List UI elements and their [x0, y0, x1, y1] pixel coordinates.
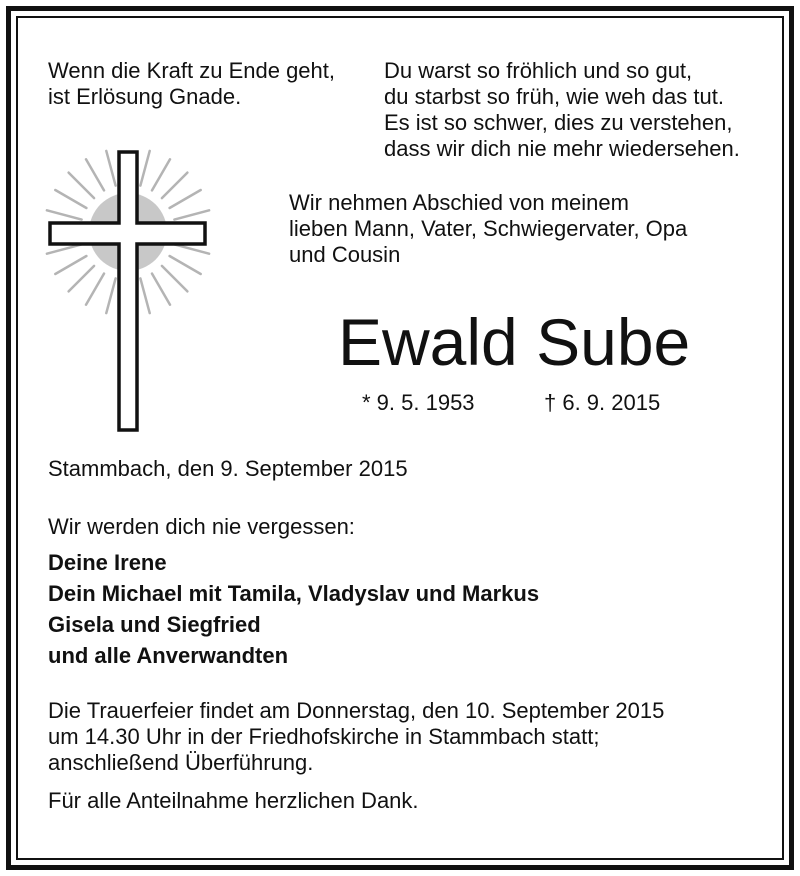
light-ray — [152, 159, 170, 190]
light-ray — [140, 278, 149, 313]
light-ray — [174, 210, 209, 219]
light-ray — [86, 274, 104, 305]
mourners-intro: Wir werden dich nie vergessen: — [48, 514, 355, 539]
service-line: Die Trauerfeier findet am Donnerstag, den 10. September 2015 — [48, 698, 665, 723]
light-ray — [47, 210, 82, 219]
place-and-date: Stammbach, den 9. September 2015 — [48, 456, 408, 481]
poem-right-line: dass wir dich nie mehr wiedersehen. — [384, 136, 740, 161]
birth-date: * 9. 5. 1953 — [362, 390, 475, 415]
service-line: um 14.30 Uhr in der Friedhofskirche in Stammbach statt; — [48, 724, 600, 749]
light-ray — [55, 190, 86, 208]
service-line: anschließend Überführung. — [48, 750, 314, 775]
cross-icon — [40, 140, 220, 445]
mourner-line: Dein Michael mit Tamila, Vladyslav und Markus — [48, 581, 540, 606]
poem-right — [384, 58, 740, 162]
cross-shape — [50, 152, 205, 430]
poem-left — [48, 58, 335, 110]
death-date: † 6. 9. 2015 — [544, 390, 661, 415]
light-ray — [162, 173, 188, 199]
light-ray — [152, 274, 170, 305]
light-ray — [106, 151, 115, 186]
cross-with-rays-icon — [40, 140, 220, 440]
farewell-intro-line: lieben Mann, Vater, Schwiegervater, Opa — [289, 216, 688, 241]
light-ray — [55, 256, 86, 274]
light-ray — [106, 278, 115, 313]
farewell-intro-line: und Cousin — [289, 242, 401, 267]
mourner-line: Deine Irene — [48, 550, 167, 575]
light-ray — [170, 190, 201, 208]
thanks-note: Für alle Anteilnahme herzlichen Dank. — [48, 788, 419, 813]
deceased-name: Ewald Sube — [338, 305, 691, 379]
light-ray — [47, 244, 82, 253]
light-ray — [69, 266, 95, 292]
farewell-intro-line: Wir nehmen Abschied von meinem — [289, 190, 629, 215]
light-ray — [86, 159, 104, 190]
mourner-line: Gisela und Siegfried — [48, 612, 261, 637]
farewell-intro — [289, 190, 687, 268]
poem-right-line: du starbst so früh, wie weh das tut. — [384, 84, 724, 109]
light-ray — [170, 256, 201, 274]
mourner-line: und alle Anverwandten — [48, 643, 289, 668]
poem-left-line: ist Erlösung Gnade. — [48, 84, 242, 109]
mourners-list — [48, 547, 539, 671]
light-ray — [140, 151, 149, 186]
light-ray — [69, 173, 95, 199]
poem-right-line: Es ist so schwer, dies zu verstehen, — [384, 110, 733, 135]
funeral-service-info — [48, 698, 664, 776]
light-ray — [162, 266, 188, 292]
light-ray — [174, 244, 209, 253]
poem-left-line: Wenn die Kraft zu Ende geht, — [48, 58, 335, 83]
poem-right-line: Du warst so fröhlich und so gut, — [384, 58, 693, 83]
